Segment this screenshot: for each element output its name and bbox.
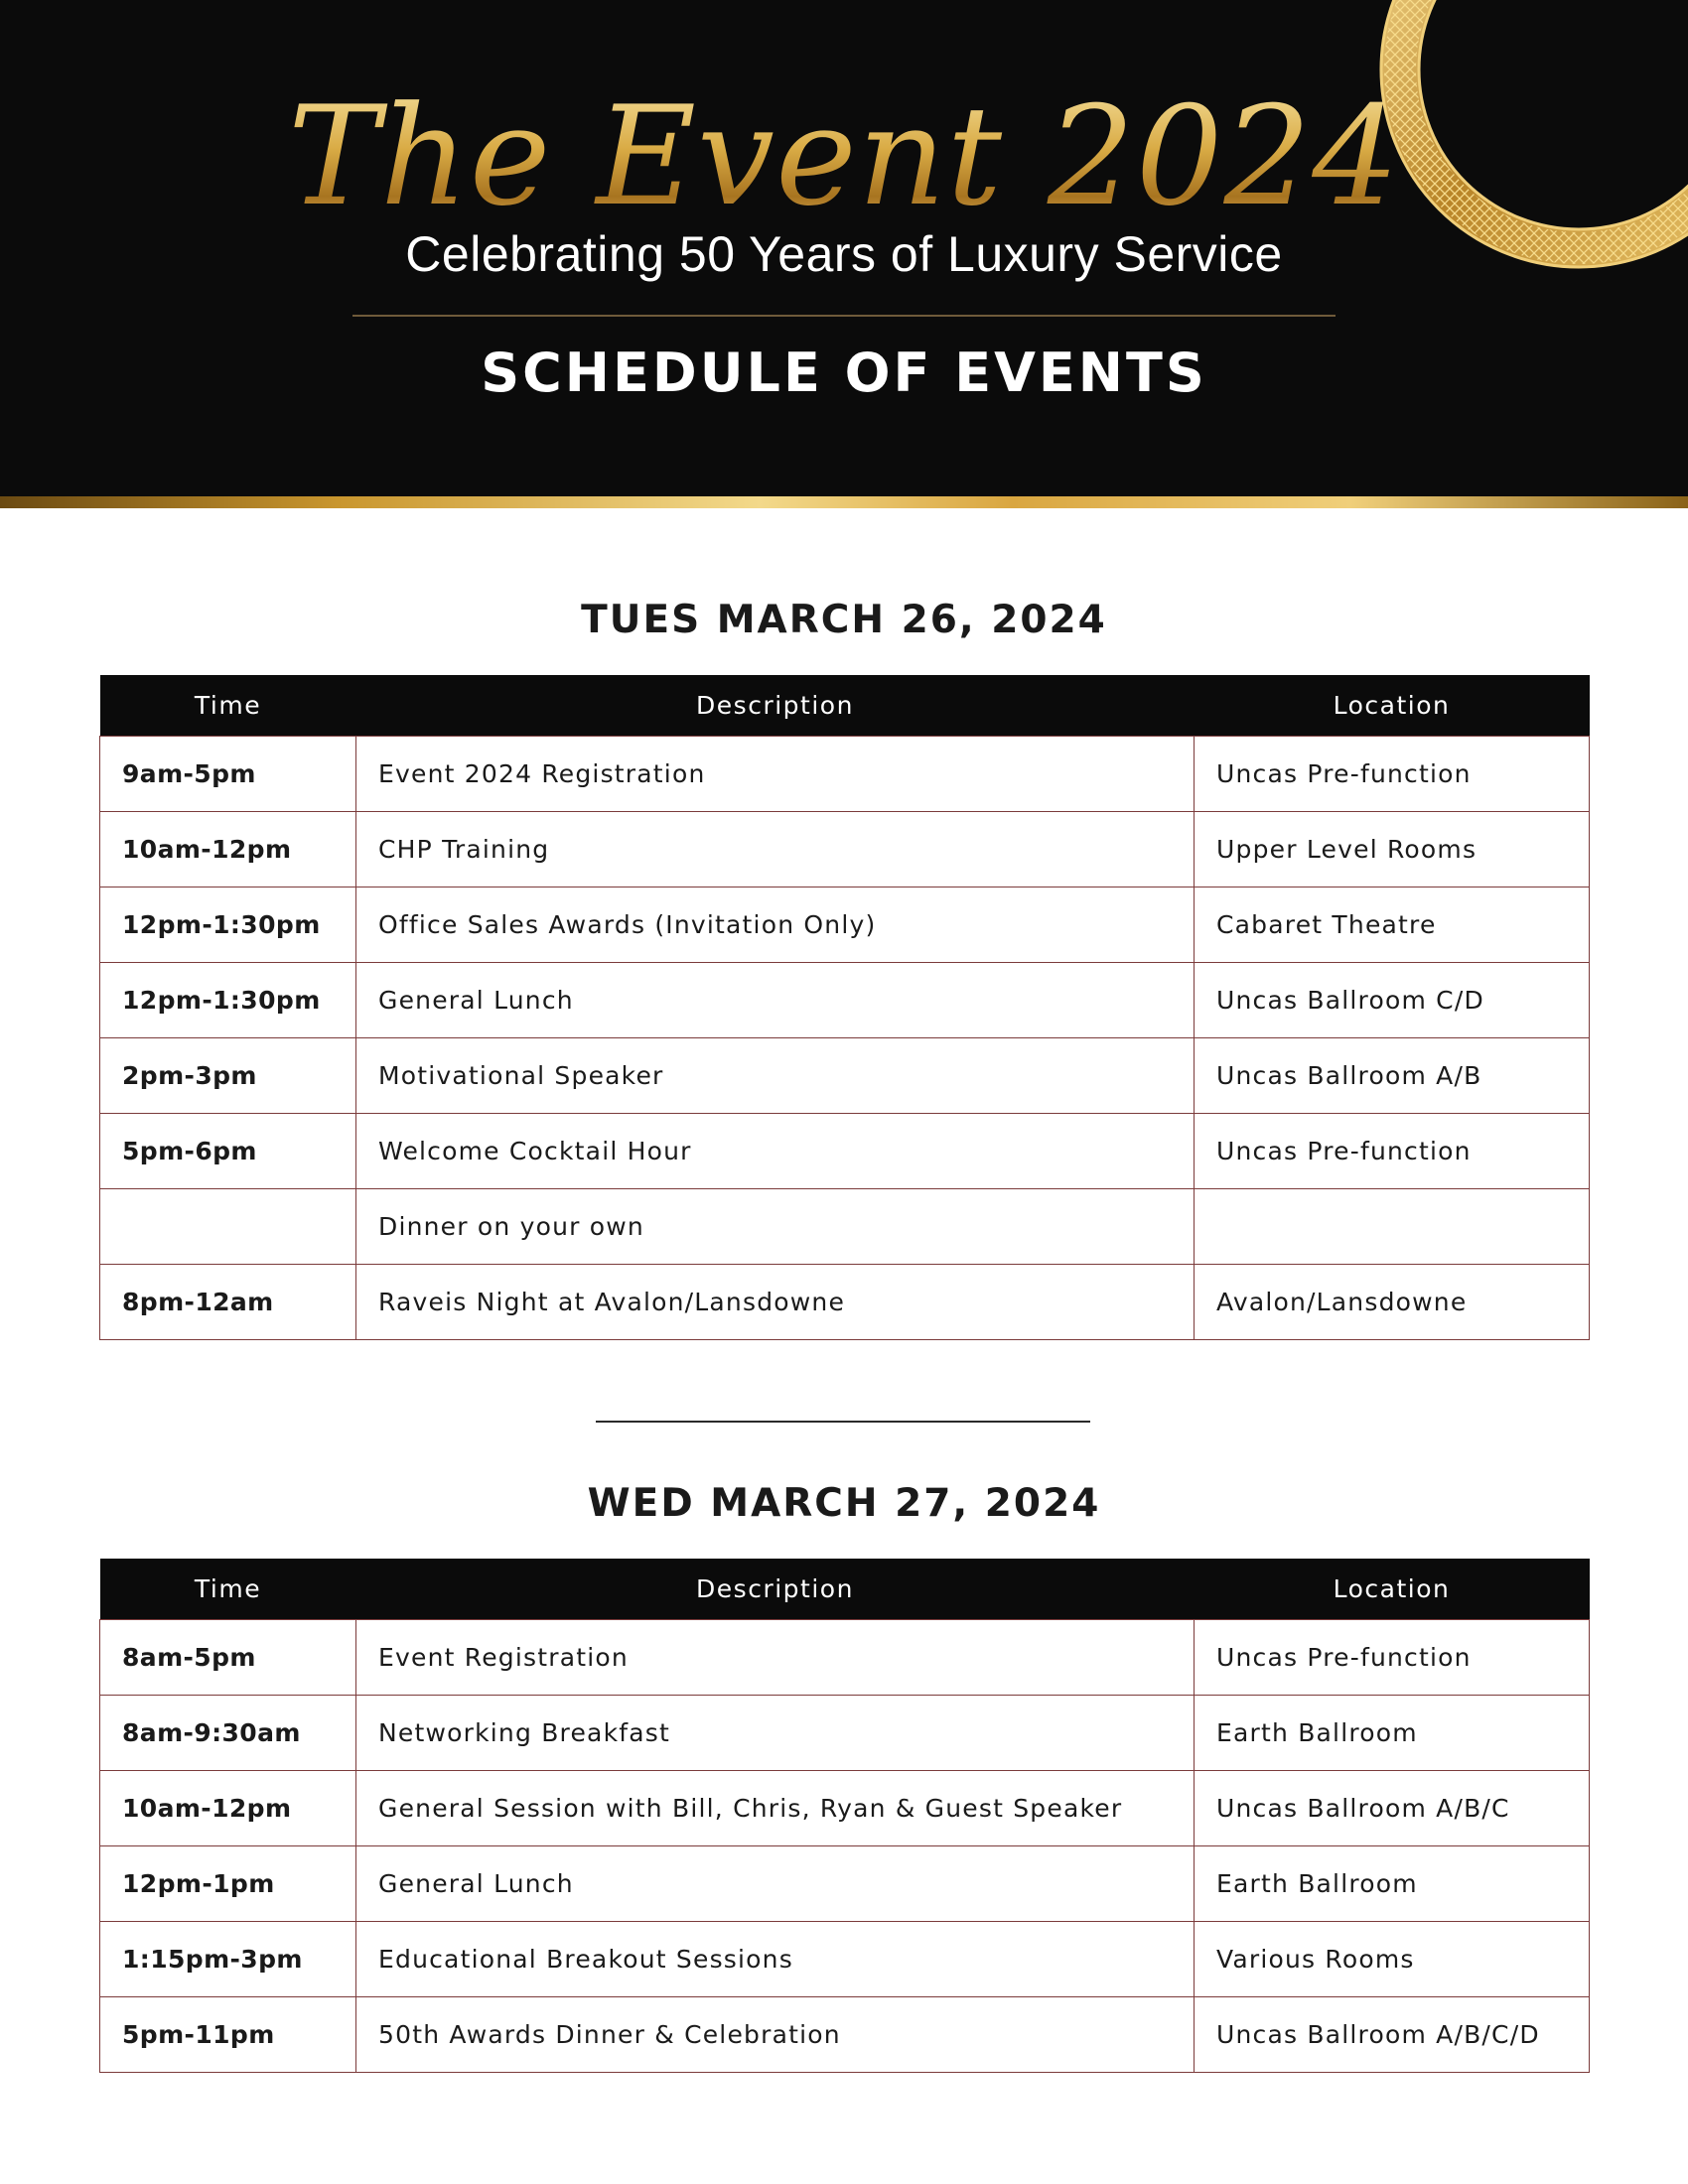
row-description: Raveis Night at Avalon/Lansdowne bbox=[356, 1265, 1195, 1340]
row-description: General Lunch bbox=[356, 963, 1195, 1038]
row-time: 12pm-1pm bbox=[100, 1846, 356, 1922]
table-row bbox=[100, 1696, 1590, 1771]
row-location: Uncas Pre-function bbox=[1195, 737, 1590, 812]
day2-heading: WED MARCH 27, 2024 bbox=[587, 1481, 1101, 1526]
row-location: Uncas Ballroom A/B bbox=[1195, 1038, 1590, 1114]
row-time: 8am-9:30am bbox=[100, 1696, 356, 1771]
day2-table bbox=[99, 1559, 1590, 2073]
row-time: 12pm-1:30pm bbox=[100, 963, 356, 1038]
header-divider bbox=[352, 315, 1336, 317]
row-location: Upper Level Rooms bbox=[1195, 812, 1590, 887]
table-row bbox=[100, 1922, 1590, 1997]
row-time: 10am-12pm bbox=[100, 1771, 356, 1846]
row-time: 8am-5pm bbox=[100, 1620, 356, 1696]
table-header-row bbox=[100, 1559, 1590, 1620]
row-location: Cabaret Theatre bbox=[1195, 887, 1590, 963]
table-row bbox=[100, 1620, 1590, 1696]
row-description: 50th Awards Dinner & Celebration bbox=[356, 1997, 1195, 2073]
row-description: Networking Breakfast bbox=[356, 1696, 1195, 1771]
row-description: General Lunch bbox=[356, 1846, 1195, 1922]
event-title: The Event 2024 bbox=[0, 77, 1688, 236]
header-banner bbox=[0, 0, 1688, 496]
row-time: 2pm-3pm bbox=[100, 1038, 356, 1114]
table-row bbox=[100, 737, 1590, 812]
row-location: Avalon/Lansdowne bbox=[1195, 1265, 1590, 1340]
row-description: Educational Breakout Sessions bbox=[356, 1922, 1195, 1997]
table-row bbox=[100, 812, 1590, 887]
row-description: Office Sales Awards (Invitation Only) bbox=[356, 887, 1195, 963]
table-row bbox=[100, 1189, 1590, 1265]
day1-heading: TUES MARCH 26, 2024 bbox=[581, 598, 1107, 642]
column-header-location: Location bbox=[1195, 1559, 1590, 1620]
row-description: Event Registration bbox=[356, 1620, 1195, 1696]
row-description: General Session with Bill, Chris, Ryan & Guest Speaker bbox=[356, 1771, 1195, 1846]
day1-table bbox=[99, 675, 1590, 1340]
table-row bbox=[100, 1997, 1590, 2073]
event-subtitle: Celebrating 50 Years of Luxury Service bbox=[405, 226, 1283, 282]
column-header-time: Time bbox=[100, 1559, 356, 1620]
row-location: Uncas Pre-function bbox=[1195, 1114, 1590, 1189]
row-time bbox=[100, 1189, 356, 1265]
table-row bbox=[100, 1038, 1590, 1114]
gold-band bbox=[0, 496, 1688, 508]
row-time: 8pm-12am bbox=[100, 1265, 356, 1340]
table-header-row bbox=[100, 675, 1590, 737]
row-description: Welcome Cocktail Hour bbox=[356, 1114, 1195, 1189]
table-row bbox=[100, 887, 1590, 963]
column-header-time: Time bbox=[100, 675, 356, 737]
row-location: Various Rooms bbox=[1195, 1922, 1590, 1997]
row-time: 12pm-1:30pm bbox=[100, 887, 356, 963]
row-description: Motivational Speaker bbox=[356, 1038, 1195, 1114]
section-divider bbox=[596, 1421, 1090, 1423]
column-header-location: Location bbox=[1195, 675, 1590, 737]
row-description: Event 2024 Registration bbox=[356, 737, 1195, 812]
row-time: 10am-12pm bbox=[100, 812, 356, 887]
row-description: Dinner on your own bbox=[356, 1189, 1195, 1265]
row-location: Uncas Ballroom A/B/C bbox=[1195, 1771, 1590, 1846]
column-header-description: Description bbox=[356, 1559, 1195, 1620]
row-location: Uncas Ballroom C/D bbox=[1195, 963, 1590, 1038]
row-time: 1:15pm-3pm bbox=[100, 1922, 356, 1997]
row-location: Uncas Pre-function bbox=[1195, 1620, 1590, 1696]
table-row bbox=[100, 1771, 1590, 1846]
table-row bbox=[100, 1114, 1590, 1189]
row-location bbox=[1195, 1189, 1590, 1265]
row-location: Earth Ballroom bbox=[1195, 1696, 1590, 1771]
row-time: 5pm-11pm bbox=[100, 1997, 356, 2073]
row-time: 9am-5pm bbox=[100, 737, 356, 812]
row-location: Earth Ballroom bbox=[1195, 1846, 1590, 1922]
table-row bbox=[100, 1846, 1590, 1922]
row-description: CHP Training bbox=[356, 812, 1195, 887]
row-time: 5pm-6pm bbox=[100, 1114, 356, 1189]
row-location: Uncas Ballroom A/B/C/D bbox=[1195, 1997, 1590, 2073]
table-row bbox=[100, 963, 1590, 1038]
schedule-heading: SCHEDULE OF EVENTS bbox=[481, 341, 1207, 404]
table-row bbox=[100, 1265, 1590, 1340]
column-header-description: Description bbox=[356, 675, 1195, 737]
